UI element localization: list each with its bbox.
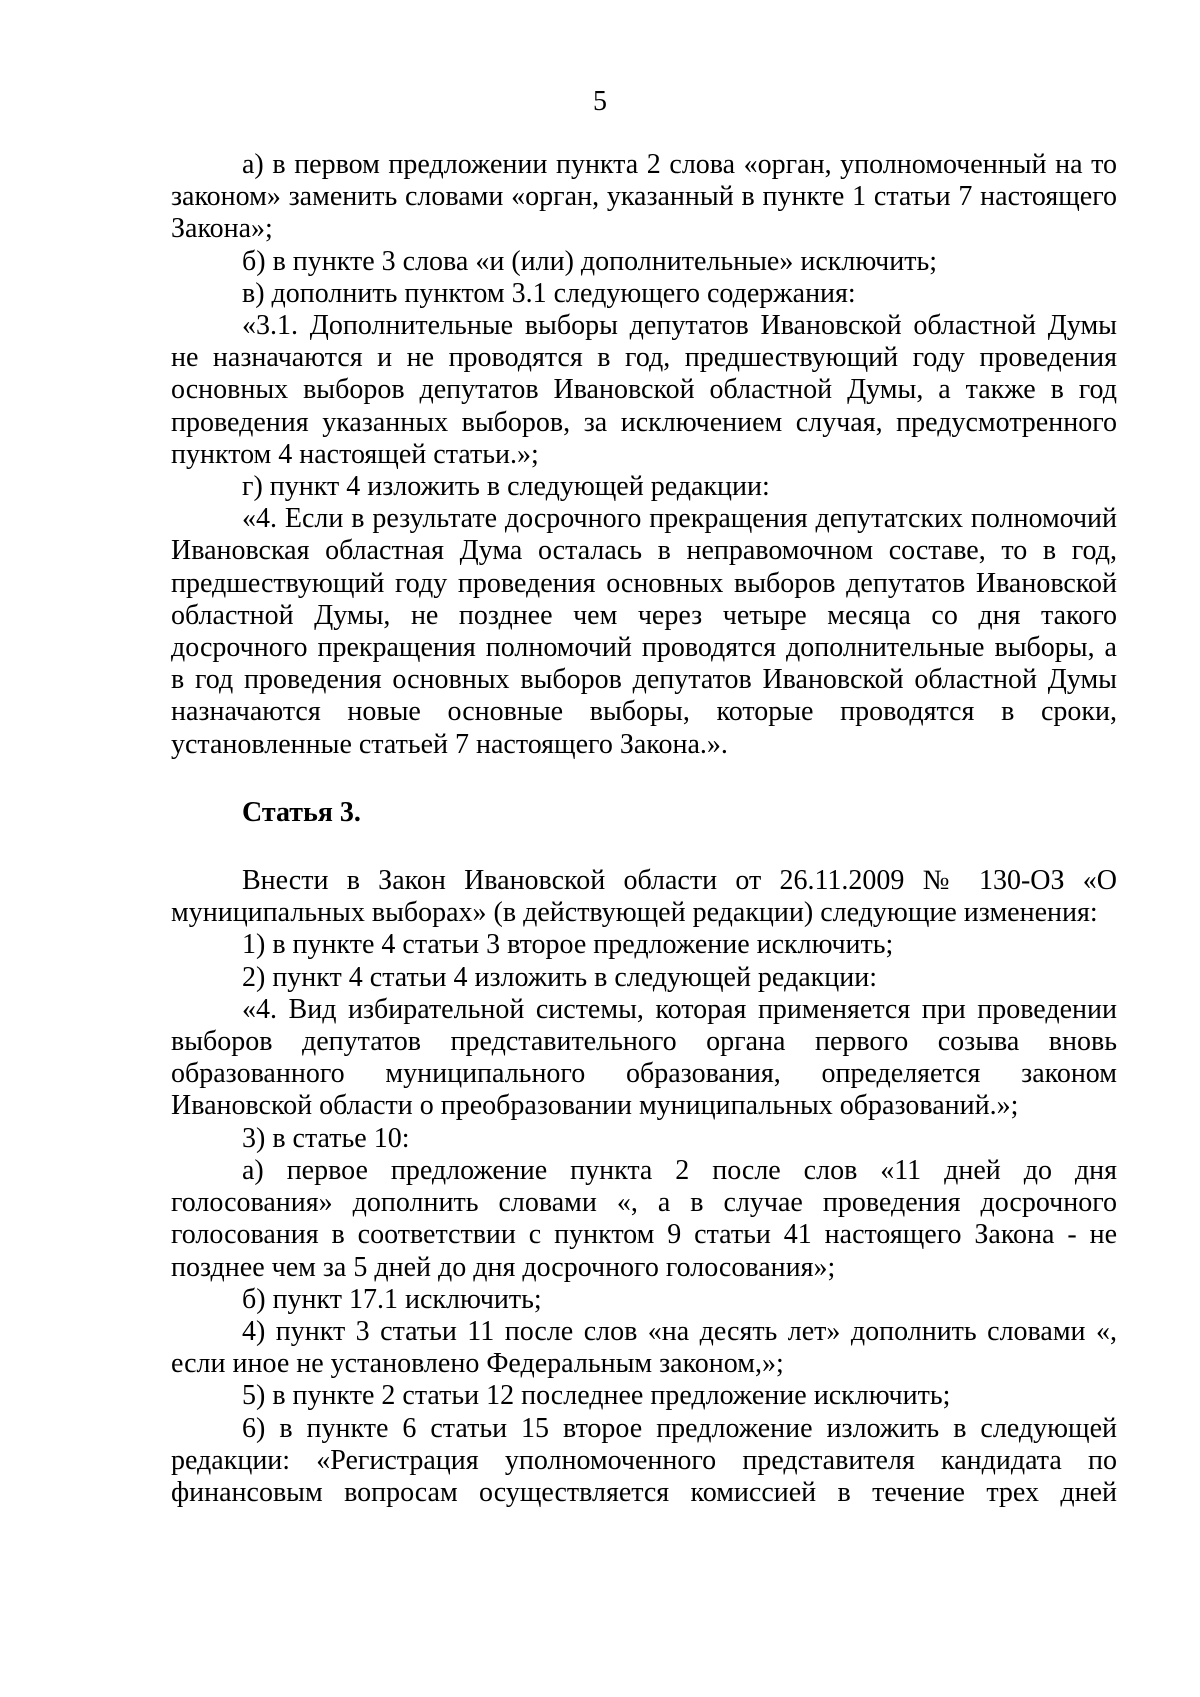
article-heading: Статья 3. (242, 796, 361, 828)
paragraph: 5) в пункте 2 статьи 12 последнее предложение исключить; (242, 1380, 951, 1412)
paragraph: б) в пункте 3 слова «и (или) дополнительные» исключить; (242, 245, 938, 277)
paragraph: «4. Если в результате досрочного прекращения депутатских полномочий Ивановская областная Дума осталась в неправомочном составе, то в год, предшествующий году проведения основных выборов депутатов Ивановской областной Думы, не позднее чем через четыре месяца со дня такого досрочного прекращения полномочий проводятся дополнительные выборы, а в год проведения основных выборов депутатов Ивановской областной Думы назначаются новые основные выборы, которые проводятся в сроки, установленные статьей 7 настоящего Закона.». (171, 503, 1117, 760)
page-number: 5 (593, 86, 607, 117)
paragraph: 6) в пункте 6 статьи 15 второе предложение изложить в следующей редакции: «Регистрация уполномоченного представителя кандидата по финансовым вопросам осуществляется комиссией в течение трех дней (171, 1412, 1117, 1508)
paragraph: а) в первом предложении пункта 2 слова «орган, уполномоченный на то законом» заменить словами «орган, указанный в пункте 1 статьи 7 настоящего Закона»; (171, 149, 1117, 245)
paragraph: 4) пункт 3 статьи 11 после слов «на десять лет» дополнить словами «, если иное не установлено Федеральным законом,»; (171, 1315, 1117, 1380)
document-body (171, 149, 1117, 1509)
paragraph: «3.1. Дополнительные выборы депутатов Ивановской областной Думы не назначаются и не проводятся в год, предшествующий году проведения основных выборов депутатов Ивановской областной Думы, а также в год проведения указанных выборов, за исключением случая, предусмотренного пунктом 4 настоящей статьи.»; (171, 310, 1117, 470)
paragraph: Внести в Закон Ивановской области от 26.11.2009 № 130-ОЗ «О муниципальных выборах» (в действующей редакции) следующие изменения: (171, 865, 1117, 929)
paragraph: а) первое предложение пункта 2 после слов «11 дней до дня голосования» дополнить словами «, а в случае проведения досрочного голосования в соответствии с пунктом 9 статьи 41 настоящего Закона - не позднее чем за 5 дней до дня досрочного голосования»; (171, 1154, 1117, 1283)
paragraph: б) пункт 17.1 исключить; (242, 1283, 542, 1315)
paragraph: 1) в пункте 4 статьи 3 второе предложение исключить; (242, 929, 894, 961)
paragraph: 2) пункт 4 статьи 4 изложить в следующей редакции: (242, 961, 878, 993)
paragraph: в) дополнить пунктом 3.1 следующего содержания: (242, 277, 856, 309)
paragraph: 3) в статье 10: (242, 1122, 410, 1154)
paragraph: «4. Вид избирательной системы, которая применяется при проведении выборов депутатов представительного органа первого созыва вновь образованного муниципального образования, определяется законом Ивановской области о преобразовании муниципальных образований.»; (171, 993, 1117, 1122)
paragraph: г) пункт 4 изложить в следующей редакции: (242, 471, 770, 503)
